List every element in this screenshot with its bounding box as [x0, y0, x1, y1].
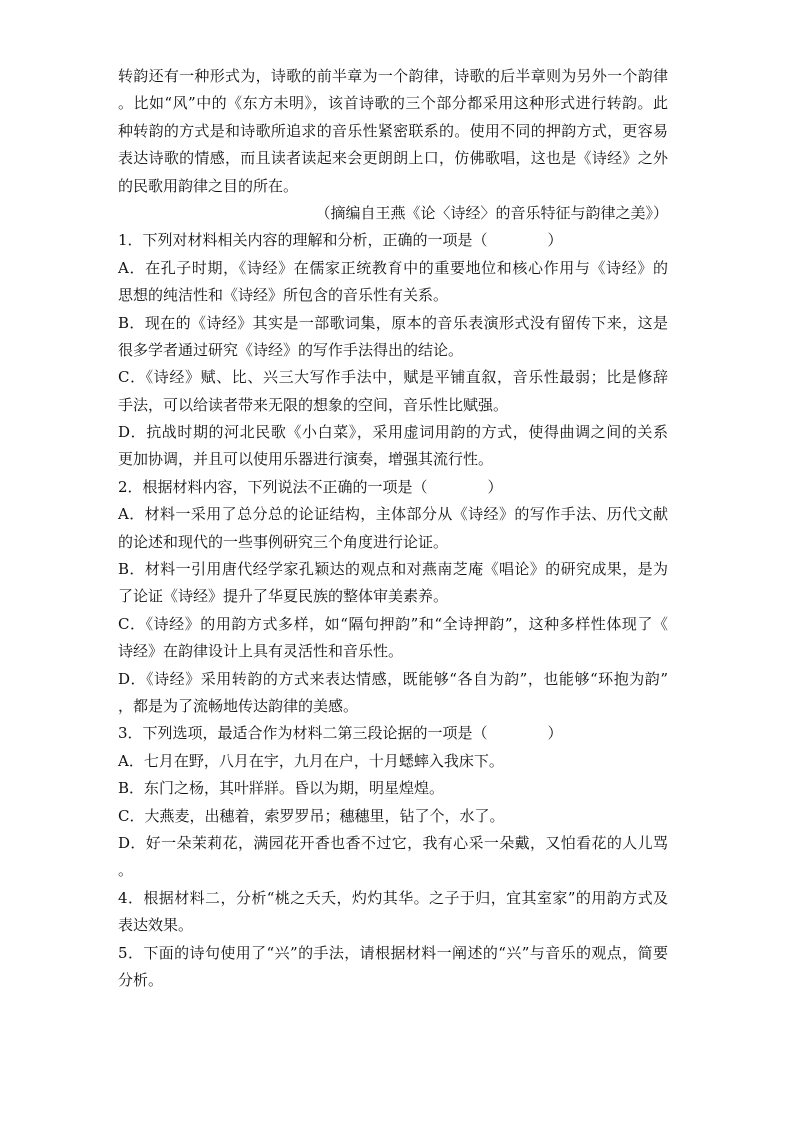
- q2-option-a-cont: 的论述和现代的一些事例研究三个角度进行论证。: [118, 532, 449, 551]
- question-4-cont: 表达效果。: [118, 916, 194, 935]
- q2-option-a: A．材料一采用了总分总的论证结构，主体部分从《诗经》的写作手法、历代文献: [118, 505, 668, 524]
- q1-option-d: D．抗战时期的河北民歌《小白菜》，采用虚词用韵的方式，使得曲调之间的关系: [118, 423, 668, 442]
- q3-option-d-cont: 。: [118, 861, 134, 880]
- question-stem-text: 2．根据材料内容，下列说法不正确的一项是（: [118, 477, 428, 496]
- question-stem-end: ）: [487, 477, 503, 496]
- question-stem-end: ）: [547, 724, 563, 743]
- q1-option-c-cont: 手法，可以给读者带来无限的想象的空间，音乐性比赋强。: [118, 395, 509, 414]
- q1-option-b: B．现在的《诗经》其实是一部歌词集，原本的音乐表演形式没有留传下来，这是: [118, 313, 668, 332]
- q2-option-b-cont: 了论证《诗经》提升了华夏民族的整体审美素养。: [118, 587, 449, 606]
- q1-option-d-cont: 更加协调，并且可以使用乐器进行演奏，增强其流行性。: [118, 450, 494, 469]
- question-4: 4．根据材料二，分析“桃之夭夭，灼灼其华。之子于归，宜其室家”的用韵方式及: [118, 888, 668, 907]
- q3-option-b: B．东门之杨，其叶牂牂。昏以为期，明星煌煌。: [118, 779, 445, 798]
- q2-option-c-cont: 诗经》在韵律设计上具有灵活性和音乐性。: [118, 642, 404, 661]
- q2-option-c: C．《诗经》的用韵方式多样，如“隔句押韵”和“全诗押韵”，这种多样性体现了《: [118, 614, 668, 633]
- question-5-cont: 分析。: [118, 970, 164, 989]
- q1-option-a: A．在孔子时期，《诗经》在儒家正统教育中的重要地位和核心作用与《诗经》的: [118, 258, 668, 277]
- question-stem-end: ）: [547, 231, 563, 250]
- source-citation: （摘编自王燕《论〈诗经〉的音乐特征与韵律之美》）: [315, 203, 668, 222]
- passage-line: 表达诗歌的情感，而且读者读起来会更朗朗上口，仿佛歌唱，这也是《诗经》之外: [118, 149, 668, 168]
- question-3-stem: [118, 720, 668, 747]
- q1-option-a-cont: 思想的纯洁性和《诗经》所包含的音乐性有关系。: [118, 286, 449, 305]
- question-1-stem: [118, 227, 668, 254]
- q1-option-c: C．《诗经》赋、比、兴三大写作手法中，赋是平铺直叙，音乐性最弱；比是修辞: [118, 368, 668, 387]
- passage-line: 转韵还有一种形式为，诗歌的前半章为一个韵律，诗歌的后半章则为另外一个韵律: [118, 67, 668, 85]
- q2-option-d: D．《诗经》采用转韵的方式来表达情感，既能够“各自为韵”，也能够“环抱为韵”: [118, 669, 668, 688]
- passage-line: 种转韵的方式是和诗歌所追求的音乐性紧密联系的。使用不同的押韵方式，更容易: [118, 121, 668, 140]
- question-stem-text: 1．下列对材料相关内容的理解和分析，正确的一项是（: [118, 231, 488, 250]
- question-stem-text: 3．下列选项，最适合作为材料二第三段论据的一项是（: [118, 724, 488, 743]
- q3-option-c: C．大燕麦，出穗着，索罗罗吊；穗穗里，钻了个，水了。: [118, 806, 505, 825]
- passage-line: 。比如“风”中的《东方未明》，该首诗歌的三个部分都采用这种形式进行转韵。此: [118, 94, 668, 113]
- q1-option-b-cont: 很多学者通过研究《诗经》的写作手法得出的结论。: [118, 340, 464, 359]
- exam-page: [118, 63, 668, 994]
- q3-option-a: A．七月在野，八月在宇，九月在户，十月蟋蟀入我床下。: [118, 751, 504, 770]
- passage-line: 的民歌用韵律之目的所在。: [118, 176, 299, 195]
- q2-option-d-cont: ，都是为了流畅地传达韵律的美感。: [118, 696, 359, 715]
- question-2-stem: [118, 474, 668, 501]
- q3-option-d: D．好一朵茉莉花，满园花开香也香不过它，我有心采一朵戴，又怕看花的人儿骂: [118, 833, 668, 852]
- question-5: 5．下面的诗句使用了“兴”的手法，请根据材料一阐述的“兴”与音乐的观点，简要: [118, 943, 668, 962]
- q2-option-b: B．材料一引用唐代经学家孔颖达的观点和对燕南芝庵《唱论》的研究成果，是为: [118, 560, 668, 579]
